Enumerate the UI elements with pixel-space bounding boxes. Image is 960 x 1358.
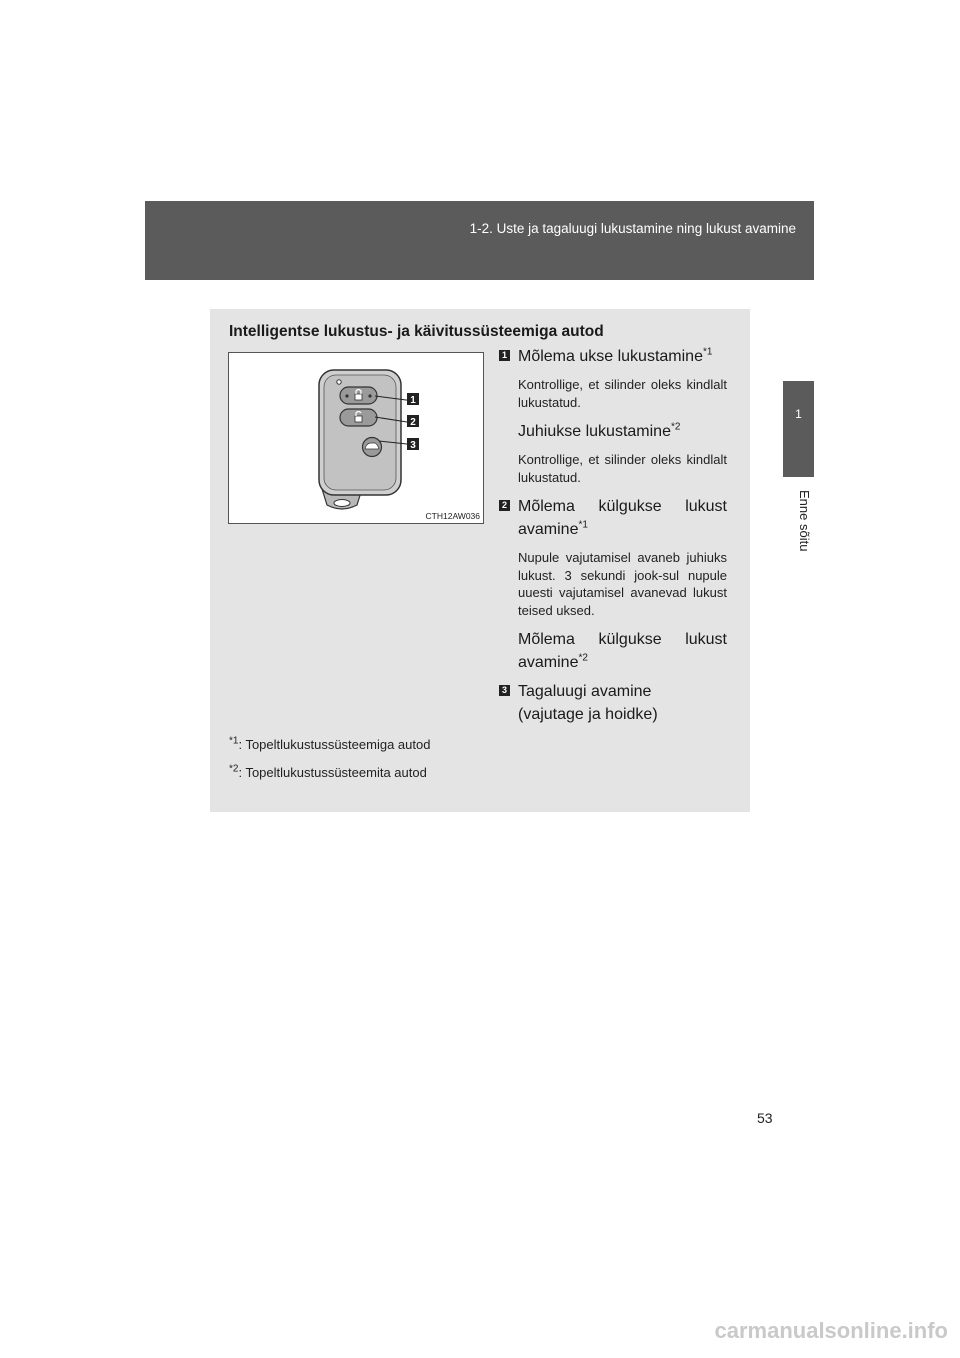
instruction-list — [499, 345, 727, 726]
item-marker: 1 — [499, 350, 510, 361]
item-heading-cont: (vajutage ja hoidke) — [518, 706, 658, 723]
page-number: 53 — [757, 1110, 773, 1126]
key-figure — [228, 352, 484, 524]
callout-1: 1 — [410, 395, 416, 406]
item-body: Kontrollige, et silinder oleks kindlalt lukustatud. — [518, 452, 727, 485]
callout-2: 2 — [410, 417, 416, 428]
smart-key-illustration — [229, 353, 483, 523]
chapter-tab — [783, 381, 814, 477]
list-item — [499, 495, 727, 541]
callout-3: 3 — [410, 440, 416, 451]
section-title: 1-2. Uste ja tagaluugi lukustamine ning lukust avamine — [469, 221, 796, 236]
list-item — [499, 628, 727, 674]
item-body: Kontrollige, et silinder oleks kindlalt lukustatud. — [518, 377, 727, 410]
item-marker: 2 — [499, 500, 510, 511]
chapter-number: 1 — [795, 407, 802, 421]
item-heading-cont: avamine$^{*1}$ — [518, 519, 588, 538]
figure-code: CTH12AW036 — [425, 511, 480, 521]
list-item — [499, 680, 727, 726]
footnote: $^{*2}$: Topeltlukustussüsteemita autod — [229, 763, 427, 780]
panel-title: Intelligentse lukustus- ja käivitussüsteemiga autod — [229, 323, 604, 340]
watermark: carmanualsonline.info — [714, 1318, 948, 1343]
item-marker: 3 — [499, 685, 510, 696]
list-item — [499, 345, 727, 368]
section-header — [145, 201, 814, 280]
info-panel — [210, 309, 750, 812]
list-item — [499, 420, 727, 443]
item-heading: Mõlema külgukse lukust — [518, 498, 727, 515]
item-body: Nupule vajutamisel avaneb juhiuks lukust. 3 sekundi jook-sul nupule uuesti vajutamisel avanevad lukust teised uksed. — [518, 550, 727, 618]
item-heading: Tagaluugi avamine — [518, 683, 652, 700]
item-heading-cont: avamine$^{*2}$ — [518, 652, 588, 671]
item-heading: Mõlema ukse lukustamine$^{*1}$ — [518, 346, 713, 365]
footnote: $^{*1}$: Topeltlukustussüsteemiga autod — [229, 735, 431, 752]
item-heading: Juhiukse lukustamine$^{*2}$ — [518, 421, 681, 440]
chapter-label: Enne sõitu — [797, 490, 812, 552]
item-heading: Mõlema külgukse lukust — [518, 631, 727, 648]
